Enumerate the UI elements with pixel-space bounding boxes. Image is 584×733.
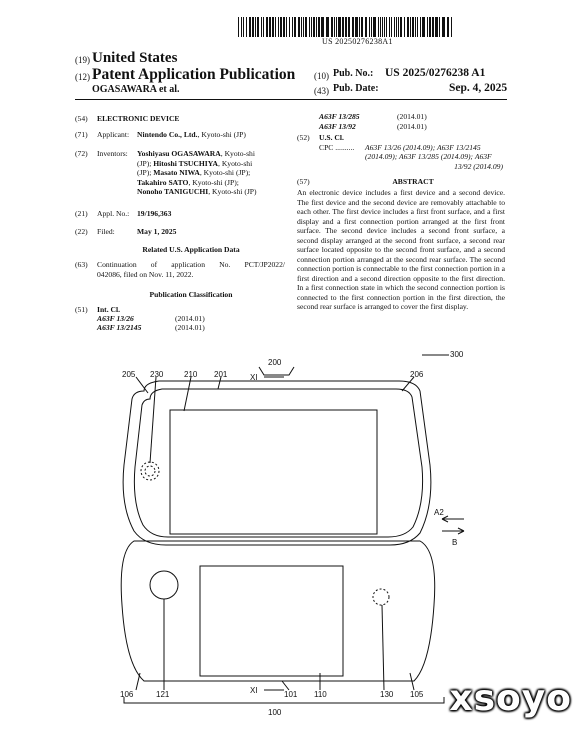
- label-105: 105: [410, 690, 424, 699]
- pub-date-label: Pub. Date:: [333, 83, 379, 94]
- device-200-inner: [134, 389, 422, 537]
- display-110: [200, 566, 343, 676]
- barcode-bar: [400, 17, 402, 37]
- label-210: 210: [184, 370, 198, 379]
- stick-121: [150, 571, 178, 599]
- barcode-bar: [261, 17, 262, 37]
- barcode-bar: [352, 17, 354, 37]
- barcode-bar: [407, 17, 409, 37]
- label-300: 300: [450, 350, 464, 359]
- intcl-code-1: A63F 13/26: [97, 314, 134, 323]
- cpc-line-3: 13/92 (2014.09): [454, 161, 503, 171]
- inventor-line-2: [137, 159, 252, 168]
- inventor-short: OGASAWARA et al.: [92, 84, 180, 95]
- inid-10: (10): [314, 71, 329, 81]
- inid-54: (54): [75, 114, 88, 123]
- feature-230-circle: [141, 462, 159, 480]
- leader-101: [282, 681, 289, 690]
- barcode-bar: [345, 17, 347, 37]
- inventor-line-3: [137, 168, 250, 177]
- device-100-outline: [121, 541, 435, 681]
- inventor-name: Yoshiyasu OGASAWARA: [137, 149, 221, 158]
- barcode-bar: [396, 17, 397, 37]
- inid-72: (72): [75, 149, 88, 158]
- barcode-bar: [321, 17, 324, 37]
- label-200: 200: [268, 358, 282, 367]
- label-201: 201: [214, 370, 228, 379]
- barcode-bar: [278, 17, 279, 37]
- intcl-date-4: (2014.01): [397, 121, 427, 131]
- barcode-bar: [394, 17, 395, 37]
- applicant-location: , Kyoto-shi (JP): [197, 130, 246, 139]
- inid-52: (52): [297, 133, 310, 142]
- label-xi-top: XI: [250, 373, 258, 382]
- pub-no: US 2025/0276238 A1: [385, 67, 486, 79]
- inventor-location: , Kyoto-shi (JP);: [199, 168, 251, 177]
- barcode-bar: [289, 17, 290, 37]
- barcode-bar: [283, 17, 285, 37]
- barcode: [238, 17, 452, 37]
- inid-21: (21): [75, 209, 88, 218]
- inventor-name: Masato NIWA: [153, 168, 200, 177]
- barcode-bar: [275, 17, 276, 37]
- barcode-bar: [422, 17, 425, 37]
- barcode-bar: [286, 17, 287, 37]
- inid-51: (51): [75, 305, 88, 314]
- barcode-bar: [243, 17, 244, 37]
- intcl-code-2: A63F 13/2145: [97, 323, 142, 332]
- barcode-bar: [266, 17, 268, 37]
- barcode-bar: [249, 17, 251, 37]
- appl-no-label: Appl. No.:: [97, 209, 130, 218]
- filed-label: Filed:: [97, 227, 115, 236]
- barcode-bar: [238, 17, 239, 37]
- continuation-line-2: 042086, filed on Nov. 11, 2022.: [97, 269, 194, 279]
- barcode-bar: [447, 17, 449, 37]
- intcl-code-4: A63F 13/92: [319, 121, 356, 131]
- barcode-bar: [331, 17, 333, 37]
- inventor-location: , Kyoto-shi (JP);: [188, 177, 239, 187]
- inventor-location: , Kyoto-shi (JP): [208, 187, 257, 196]
- barcode-bar: [336, 17, 337, 37]
- inventors-label: Inventors:: [97, 149, 128, 158]
- barcode-bar: [294, 17, 296, 37]
- inventor-name: Nonoho TANIGUCHI: [137, 187, 209, 196]
- barcode-bar: [415, 17, 416, 37]
- barcode-bar: [298, 17, 300, 37]
- leader-106: [136, 673, 140, 690]
- uscl-label: U.S. Cl.: [319, 133, 344, 142]
- pub-no-label: Pub. No.:: [333, 68, 374, 79]
- display-210: [170, 410, 377, 534]
- barcode-bar: [429, 17, 431, 37]
- patent-figure: [104, 350, 474, 721]
- label-230: 230: [150, 370, 164, 379]
- cpc-line-2: (2014.09); A63F 13/285 (2014.09); A63F: [365, 152, 492, 161]
- cpc-line-1: A63F 13/26 (2014.09); A63F 13/2145: [365, 142, 481, 152]
- barcode-bar: [382, 17, 383, 37]
- barcode-bar: [378, 17, 379, 37]
- barcode-bar: [427, 17, 428, 37]
- barcode-bar: [412, 17, 414, 37]
- barcode-bar: [255, 17, 256, 37]
- inventor-line-1: [137, 149, 255, 158]
- feature-130: [373, 589, 389, 605]
- barcode-bar: [404, 17, 405, 37]
- inventor-line-5: [137, 187, 257, 196]
- inventor-location: , Kyoto-shi: [218, 158, 253, 168]
- intcl-date-3: (2014.01): [397, 112, 427, 121]
- abstract-text: An electronic device includes a first device and a second device. The first device and the second device are removably attachable to each other. The first device includes a first front surface, and a first display and a first connection portion arranged at the first front surface. The second device includes a second front surface, a second display arranged at the second front surface, a second rear surface located opposite to the second front surface, and a second connection portion arranged at the second rear surface. The second connection portion is connectable to the first connection portion in a first direction and a second direction opposite to the first direction. In a first connection state in which the second connection portion is connected to the first connection portion in the first direction, the second rear surface is arranged to cover the first display.: [297, 188, 505, 311]
- barcode-bar: [371, 17, 372, 37]
- barcode-bar: [303, 17, 304, 37]
- right-column: [297, 112, 507, 192]
- barcode-bar: [342, 17, 344, 37]
- barcode-bar: [420, 17, 421, 37]
- label-130: 130: [380, 690, 394, 699]
- barcode-bar: [386, 17, 387, 37]
- barcode-bar: [257, 17, 259, 37]
- cpc-label: CPC ..........: [319, 142, 355, 152]
- inid-57: (57): [297, 177, 310, 186]
- doc-type: Patent Application Publication: [92, 66, 296, 83]
- inid-43: (43): [314, 86, 329, 96]
- barcode-bar: [309, 17, 310, 37]
- barcode-bar: [334, 17, 335, 37]
- barcode-bar: [391, 17, 392, 37]
- barcode-bar: [272, 17, 274, 37]
- barcode-bar: [252, 17, 254, 37]
- barcode-bar: [269, 17, 271, 37]
- barcode-bar: [313, 17, 315, 37]
- header-rule: [75, 99, 507, 100]
- intcl-date-2: (2014.01): [175, 323, 205, 332]
- barcode-bar: [373, 17, 376, 37]
- filed-date: May 1, 2025: [137, 227, 177, 236]
- title: ELECTRONIC DEVICE: [97, 114, 180, 123]
- barcode-bar: [398, 17, 399, 37]
- leader-200: [259, 367, 294, 375]
- pubclass-title: Publication Classification: [149, 290, 233, 299]
- barcode-bar: [432, 17, 434, 37]
- label-206: 206: [410, 370, 424, 379]
- inventor-name: Takahiro SATO: [137, 177, 189, 187]
- barcode-bar: [380, 17, 381, 37]
- barcode-bar: [311, 17, 312, 37]
- label-b: B: [452, 538, 458, 547]
- inid-63: (63): [75, 260, 88, 269]
- barcode-bar: [316, 17, 317, 37]
- abstract-title: ABSTRACT: [392, 177, 434, 186]
- barcode-number: US 20250276238A1: [322, 37, 393, 46]
- applicant: [137, 130, 246, 139]
- inventor-location: (JP);: [137, 158, 154, 168]
- watermark-logo: xsoyo: [449, 678, 572, 719]
- barcode-bar: [326, 17, 329, 37]
- appl-no: 19/196,363: [137, 209, 172, 218]
- barcode-bar: [355, 17, 358, 37]
- barcode-bar: [384, 17, 385, 37]
- left-column: [75, 114, 285, 344]
- barcode-bar: [361, 17, 363, 37]
- country: United States: [92, 50, 178, 66]
- barcode-bar: [435, 17, 438, 37]
- barcode-bar: [442, 17, 445, 37]
- feature-230-inner: [145, 466, 155, 476]
- intcl-code-3: A63F 13/285: [319, 112, 360, 121]
- inventor-name: Hitoshi TSUCHIYA: [153, 158, 219, 168]
- label-106: 106: [120, 690, 134, 699]
- barcode-bar: [301, 17, 302, 37]
- barcode-bar: [451, 17, 452, 37]
- leader-230: [150, 377, 156, 463]
- barcode-bar: [241, 17, 242, 37]
- label-a2: A2: [434, 508, 444, 517]
- barcode-bar: [338, 17, 341, 37]
- barcode-bar: [246, 17, 247, 37]
- barcode-bar: [369, 17, 370, 37]
- leader-206: [402, 377, 414, 391]
- barcode-bar: [280, 17, 282, 37]
- inventor-location: , Kyoto-shi: [220, 149, 255, 158]
- inventor-line-4: [137, 178, 239, 187]
- label-xi-bottom: XI: [250, 686, 258, 695]
- inid-19: (19): [75, 55, 90, 65]
- barcode-bar: [417, 17, 418, 37]
- barcode-bar: [365, 17, 367, 37]
- barcode-bar: [389, 17, 390, 37]
- applicant-name: Nintendo Co., Ltd.: [137, 130, 198, 139]
- intcl-date-1: (2014.01): [175, 314, 205, 323]
- inid-12: (12): [75, 72, 90, 82]
- leader-130: [382, 605, 384, 690]
- barcode-bar: [359, 17, 360, 37]
- inventor-location: (JP);: [137, 168, 154, 177]
- label-100: 100: [268, 708, 282, 717]
- inid-22: (22): [75, 227, 88, 236]
- label-110: 110: [314, 690, 327, 699]
- barcode-bar: [318, 17, 320, 37]
- applicant-label: Applicant:: [97, 130, 130, 139]
- intcl-label: Int. Cl.: [97, 305, 120, 314]
- inid-71: (71): [75, 130, 88, 139]
- label-101: 101: [284, 690, 298, 699]
- label-205: 205: [122, 370, 136, 379]
- pub-date: Sep. 4, 2025: [449, 82, 508, 94]
- device-200-outline: [123, 381, 431, 545]
- related-title: Related U.S. Application Data: [142, 245, 240, 254]
- leader-210: [184, 377, 191, 411]
- label-121: 121: [156, 690, 170, 699]
- barcode-bar: [305, 17, 307, 37]
- barcode-bar: [439, 17, 440, 37]
- barcode-bar: [292, 17, 293, 37]
- barcode-bar: [263, 17, 264, 37]
- continuation-line-1: Continuation of application No. PCT/JP2022/: [97, 260, 285, 269]
- barcode-bar: [410, 17, 411, 37]
- barcode-bar: [348, 17, 350, 37]
